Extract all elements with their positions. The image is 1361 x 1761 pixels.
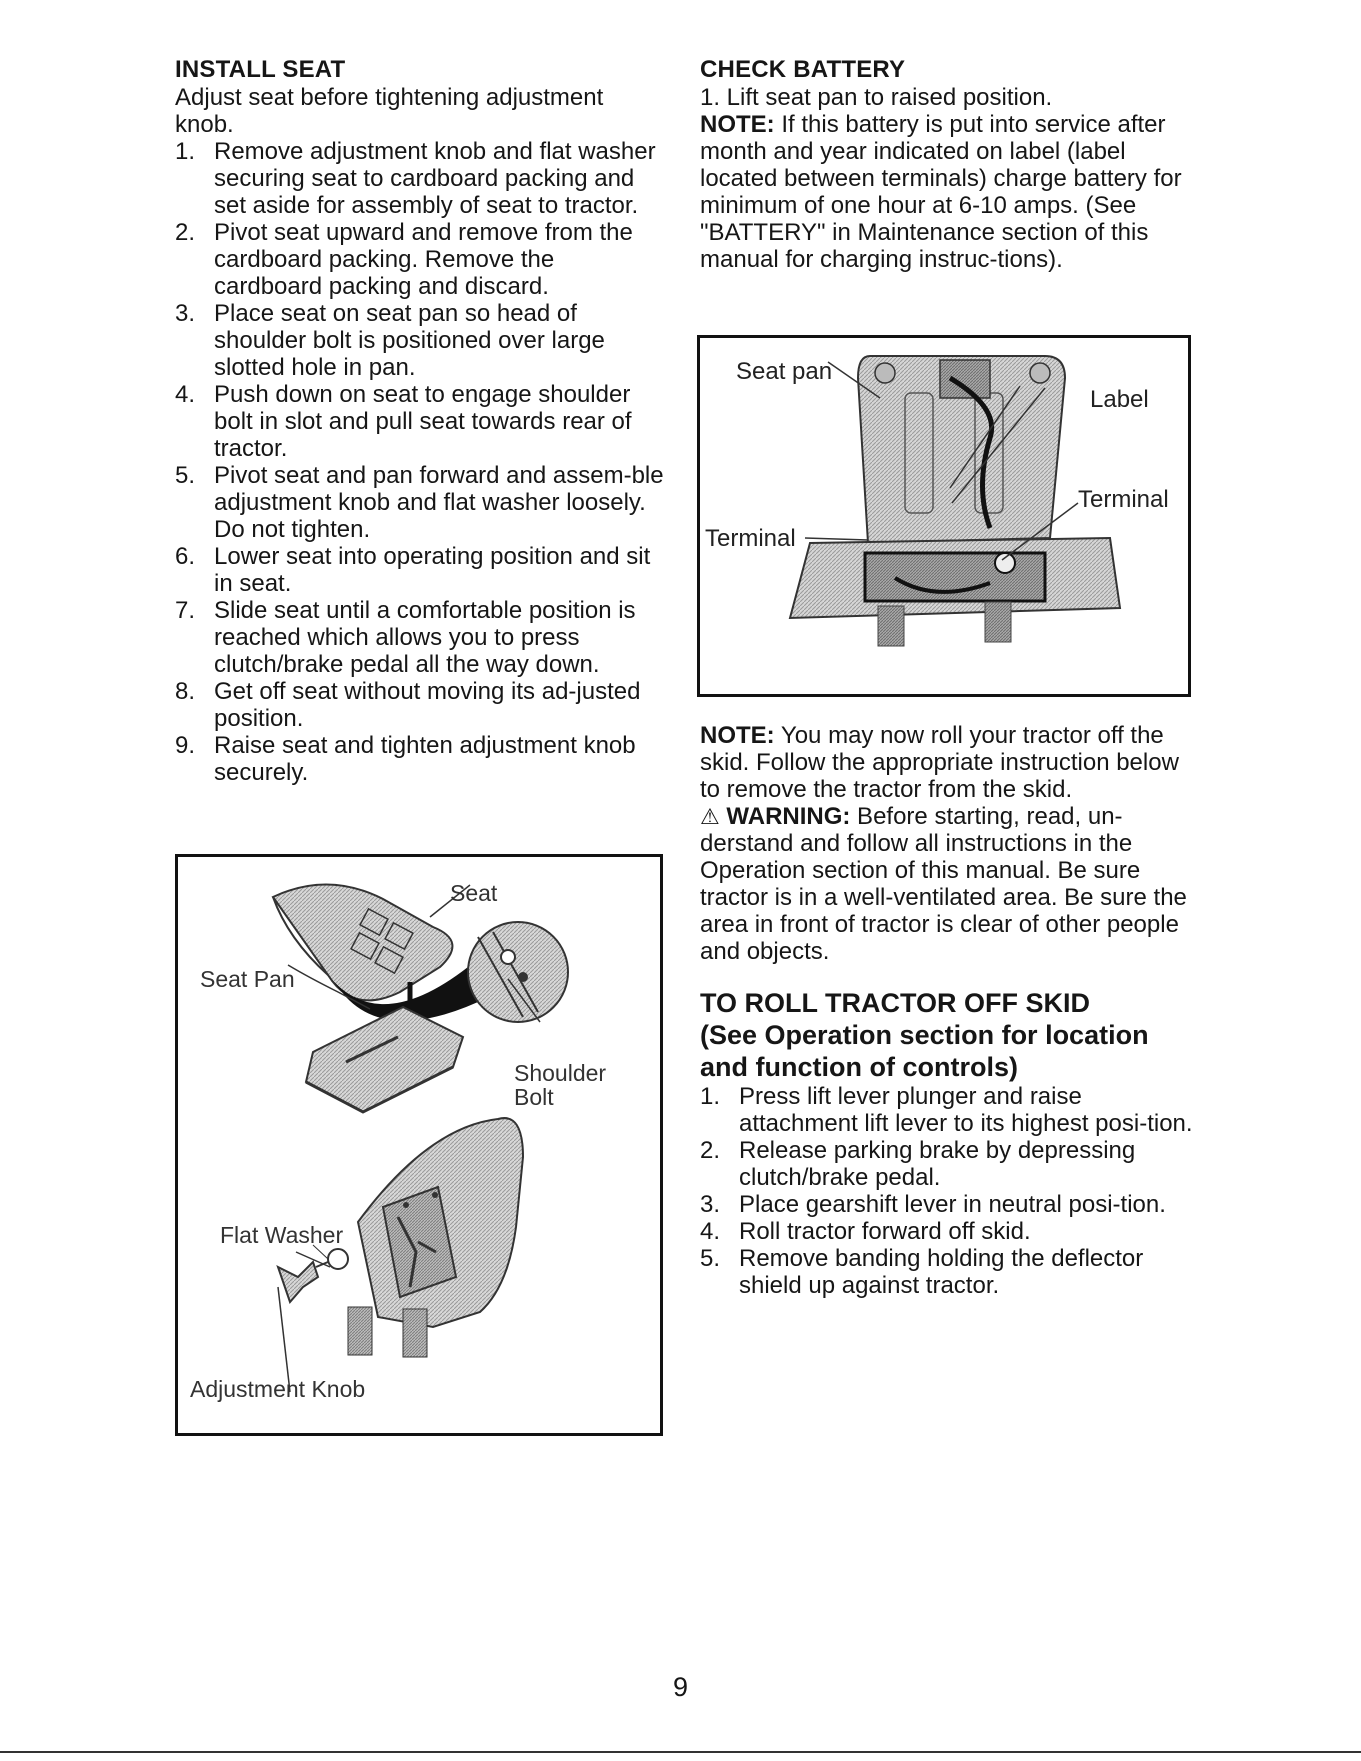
label-terminal-left: Terminal (705, 525, 796, 552)
right-column-top (700, 56, 1195, 273)
step-number: 3. (175, 300, 196, 327)
roll-tractor-steps (700, 1083, 1195, 1299)
step-text: Place gearshift lever in neutral posi-tion. (739, 1191, 1166, 1218)
step-number: 1. (175, 138, 196, 165)
list-item (175, 138, 665, 219)
step-number: 4. (175, 381, 196, 408)
warning-paragraph (700, 803, 1195, 965)
battery-figure (697, 335, 1191, 697)
list-item (700, 1137, 1195, 1191)
label-seat-pan: Seat Pan (200, 966, 295, 992)
list-item (175, 219, 665, 300)
right-column-bottom (700, 722, 1195, 1299)
step-text: Remove banding holding the deflector shield up against tractor. (739, 1245, 1144, 1299)
note-text: You may now roll your tractor off the skid. Follow the appropriate instruction below to remove the tractor from the skid. (700, 722, 1179, 803)
step-text: Push down on seat to engage shoulder bolt in slot and pull seat towards rear of tractor. (214, 381, 632, 462)
check-battery-heading: CHECK BATTERY (700, 56, 906, 83)
step-number: 2. (175, 219, 196, 246)
list-item (175, 597, 665, 678)
check-battery-step1: 1. Lift seat pan to raised position. (700, 84, 1053, 111)
label-bolt: Bolt (514, 1084, 554, 1110)
step-number: 8. (175, 678, 196, 705)
label-terminal-right: Terminal (1078, 486, 1169, 513)
step-text: Lower seat into operating position and sit in seat. (214, 543, 651, 597)
list-item (175, 732, 665, 786)
label-seat-pan-battery: Seat pan (736, 358, 833, 385)
heading-line-1: TO ROLL TRACTOR OFF SKID (700, 988, 1090, 1018)
warning-text: Before starting, read, un-derstand and follow all instructions in the Operation section of this manual. Be sure tractor is in a well-ventilated area. Be sure the area in front of tractor is clear of other people and objects. (700, 803, 1187, 965)
step-number: 6. (175, 543, 196, 570)
step-text: Remove adjustment knob and flat washer securing seat to cardboard packing and set aside for assembly of seat to tractor. (214, 138, 656, 219)
heading-line-3: and function of controls) (700, 1052, 1018, 1082)
warning-icon: ⚠ (700, 804, 720, 829)
step-number: 5. (175, 462, 196, 489)
note-label: NOTE: (700, 722, 775, 749)
step-number: 5. (700, 1245, 721, 1272)
label-flat-washer: Flat Washer (220, 1222, 344, 1248)
seat-install-figure (175, 854, 663, 1436)
page-number: 9 (672, 1672, 689, 1702)
list-item (175, 462, 665, 543)
label-shoulder: Shoulder (514, 1060, 607, 1086)
heading-line-2: (See Operation section for location (700, 1020, 1149, 1050)
step-text: Press lift lever plunger and raise attachment lift lever to its highest posi-tion. (739, 1083, 1193, 1137)
footer-rule (0, 1751, 1361, 1753)
step-text: Release parking brake by depressing clutch/brake pedal. (739, 1137, 1136, 1191)
list-item (700, 1083, 1195, 1137)
seat-install-illustration (178, 857, 660, 1433)
list-item (175, 543, 665, 597)
list-item (175, 678, 665, 732)
step-number: 1. (700, 1083, 721, 1110)
install-seat-steps (175, 138, 665, 786)
step-text: Place seat on seat pan so head of shoulder bolt is positioned over large slotted hole in pan. (214, 300, 605, 381)
list-item (700, 1245, 1195, 1299)
label-adjustment-knob: Adjustment Knob (190, 1376, 366, 1402)
note-text: If this battery is put into service after month and year indicated on label (label located between terminals) charge battery for minimum of one hour at 6-10 amps. (See "BATTERY" in Maintenance section of this manual for charging instruc-tions). (700, 111, 1182, 273)
step-number: 3. (700, 1191, 721, 1218)
step-text: Raise seat and tighten adjustment knob securely. (214, 732, 636, 786)
step-number: 7. (175, 597, 196, 624)
note-label: NOTE: (700, 111, 775, 138)
left-column (175, 56, 665, 786)
roll-tractor-heading (700, 987, 1195, 1083)
step-text: Slide seat until a comfortable position is reached which allows you to press clutch/brake pedal all the way down. (214, 597, 636, 678)
label-label: Label (1090, 386, 1149, 413)
step-text: Roll tractor forward off skid. (739, 1218, 1031, 1245)
step-number: 2. (700, 1137, 721, 1164)
list-item (175, 381, 665, 462)
list-item (700, 1218, 1195, 1245)
skid-note (700, 722, 1195, 803)
label-seat: Seat (450, 880, 498, 906)
warning-label: WARNING: (726, 803, 851, 830)
battery-note (700, 111, 1195, 273)
step-text: Pivot seat and pan forward and assem-ble adjustment knob and flat washer loosely. Do not tighten. (214, 462, 664, 543)
step-text: Pivot seat upward and remove from the cardboard packing. Remove the cardboard packing and discard. (214, 219, 633, 300)
step-number: 9. (175, 732, 196, 759)
step-text: Get off seat without moving its ad-justed position. (214, 678, 641, 732)
step-number: 4. (700, 1218, 721, 1245)
install-seat-intro: Adjust seat before tightening adjustment knob. (175, 84, 604, 138)
list-item (175, 300, 665, 381)
list-item (700, 1191, 1195, 1218)
install-seat-heading: INSTALL SEAT (175, 56, 346, 83)
